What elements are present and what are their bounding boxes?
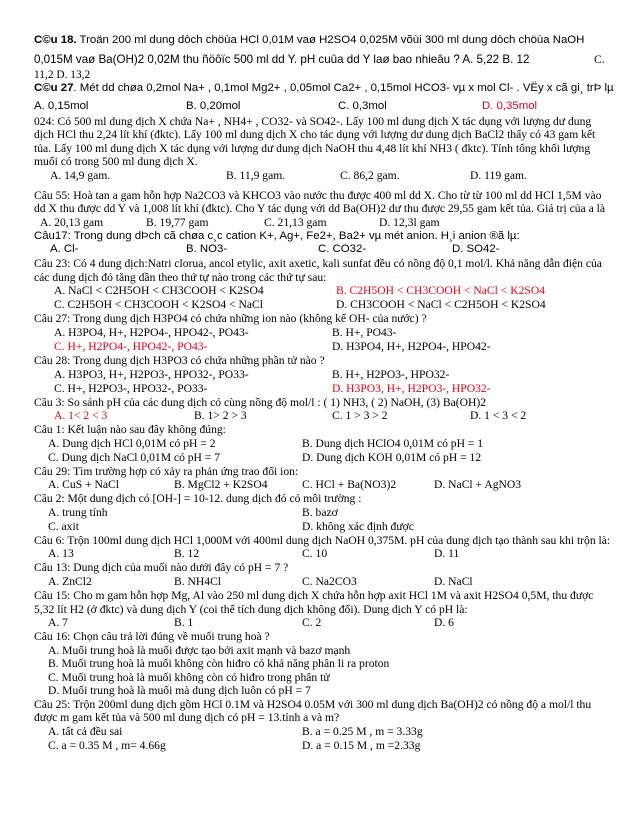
question-16 bbox=[34, 630, 612, 698]
q55-option-b: B. 19,77 gam bbox=[146, 215, 209, 229]
q024-option-a: A. 14,9 gam. bbox=[50, 168, 111, 182]
q024-option-d: D. 119 gam. bbox=[470, 168, 527, 182]
question-18-line2: 0,015M vaø Ba(OH)2 0,02M thu ñöôïc 500 ml dd Y. pH cuûa dd Y laø bao nhieâu ? A. 5,22 B. 12 bbox=[34, 53, 530, 67]
question-27-text: . Mét dd chøa 0,2mol Na+ , 0,1mol Mg2+ , 0,05mol Ca2+ , 0,15mol HCO3- vµ x mol Cl- . VËy x cã gi¸ trÞ lµ bbox=[73, 82, 614, 95]
q1-option-b: B. Dung dịch HClO4 0,01M có pH = 1 bbox=[302, 436, 484, 450]
q27b-option-b: B. H+, PO43- bbox=[332, 326, 397, 339]
q13-option-d: D. NaCl bbox=[434, 574, 473, 588]
question-024-text: 024: Có 500 ml dung dịch X chứa Na+ , NH4+ , CO32- và SO42-. Lấy 100 ml dung dịch X tác dụng với lượng dư dung dịch HCl thu 2,24 lít khí (đktc). Lấy 100 ml dung dịch X cho tác dụng với lượng dư dung dịch BaCl2 thấy có 43 gam kết tủa. Lấy 100 ml dung dịch X tác dụng với lượng dư dung dịch NaOH thu 4,48 lít khí NH3 ( đktc). Tính tổng khối lượng muối có trong 500 ml dung dịch X. bbox=[34, 114, 596, 169]
question-1 bbox=[34, 423, 612, 465]
q3-option-c: C. 1 > 3 > 2 bbox=[332, 409, 388, 423]
q55-option-a: A. 20,13 gam bbox=[40, 215, 104, 229]
q16-option-a: A. Muối trung hoà là muối được tạo bởi axit mạnh và bazơ mạnh bbox=[48, 643, 351, 657]
q25-option-d: D. a = 0.15 M , m =2.33g bbox=[302, 739, 421, 752]
q13-option-b: B. NH4Cl bbox=[174, 574, 222, 588]
question-3 bbox=[34, 396, 612, 424]
question-2-text: Câu 2: Một dung dịch có [OH-] = 10-12. dung dịch đó có môi trường : bbox=[34, 492, 362, 506]
q17-option-a: A. Cl- bbox=[50, 243, 79, 256]
q6-option-d: D. 11 bbox=[434, 547, 460, 561]
q2-option-a: A. trung tính bbox=[48, 505, 108, 519]
question-23 bbox=[34, 257, 612, 312]
question-25 bbox=[34, 698, 612, 753]
question-17 bbox=[34, 230, 612, 257]
question-28-text: Câu 28: Trong dung dịch H3PO3 có chứa những phần tử nào ? bbox=[34, 354, 325, 367]
question-6-text: Câu 6: Trộn 100ml dung dịch HCl 1,000M với 400ml dung dịch NaOH 0,375M. pH của dung dịch tạo thành sau khi trộn là: bbox=[34, 533, 611, 547]
question-15-text: Câu 15: Cho m gam hỗn hợp Mg, Al vào 250 ml dung dịch X chứa hỗn hợp axit HCl 1M và axit H2SO4 0,5M, thu được 5,32 lít H2 (ở đktc) và dung dịch Y (coi thể tích dung dịch không đổi). Dung dịch Y có pH là: bbox=[34, 588, 594, 616]
question-27-ions bbox=[34, 82, 612, 114]
q6-option-a: A. 13 bbox=[48, 547, 74, 561]
q17-option-b: B. NO3- bbox=[186, 243, 228, 256]
q3-option-b: B. 1> 2 > 3 bbox=[194, 409, 247, 423]
q27b-option-d: D. H3PO4, H+, H2PO4-, HPO42- bbox=[332, 340, 491, 353]
q1-option-d: D. Dung dịch KOH 0,01M có pH = 12 bbox=[302, 450, 482, 464]
q15-option-b: B. 1 bbox=[174, 616, 194, 630]
q17-option-c: C. CO32- bbox=[318, 243, 367, 256]
q024-option-c: C. 86,2 gam. bbox=[340, 168, 400, 182]
q16-option-d: D. Muối trung hoà là muối mà dung dịch luôn có pH = 7 bbox=[48, 684, 311, 698]
q55-option-c: C. 21,13 gam bbox=[264, 215, 327, 229]
q1-option-a: A. Dung dịch HCl 0,01M có pH = 2 bbox=[48, 436, 216, 450]
question-18-option-c: C. bbox=[594, 53, 605, 67]
q28-option-d: D. H3PO3, H+, H2PO3-, HPO32- bbox=[332, 381, 491, 395]
q024-option-b: B. 11,9 gam. bbox=[226, 168, 286, 182]
question-18-line3: 11,2 D. 13,2 bbox=[34, 68, 91, 81]
question-024 bbox=[34, 115, 612, 183]
q27a-option-b: B. 0,20mol bbox=[186, 99, 241, 112]
question-23-text: Câu 23: Có 4 dung dịch:Natri clorua, ancol etylic, axit axetic, kali sunfat đều có nồng độ 0,1 mol/l. Khả năng dẫn điện của các dung dịch đó tăng dần theo thứ tự nào trong các thứ tự sau: bbox=[34, 257, 602, 284]
q1-option-c: C. Dung dịch NaCl 0,01M có pH = 7 bbox=[48, 450, 221, 464]
question-55 bbox=[34, 189, 612, 230]
question-13-text: Câu 13: Dung dịch của muối nào dưới đây có pH = 7 ? bbox=[34, 561, 289, 575]
q15-option-d: D. 6 bbox=[434, 616, 454, 630]
q29-option-a: A. CuS + NaCl bbox=[48, 478, 119, 492]
q23-option-c: C. C2H5OH < CH3COOH < K2SO4 < NaCl bbox=[54, 298, 263, 312]
q13-option-a: A. ZnCl2 bbox=[48, 574, 92, 588]
q16-option-b: B. Muối trung hoà là muối không còn hiđro có khả năng phân li ra proton bbox=[48, 657, 390, 671]
q55-option-d: D. 12,3l gam bbox=[379, 215, 440, 229]
question-55-text: Câu 55: Hoà tan a gam hỗn hợp Na2CO3 và KHCO3 vào nước thu được 400 ml dd X. Cho từ từ 100 ml dd HCl 1,5M vào dd X thu được dd Y và 1,008 lít khí (đktc). Cho Y tác dụng với dd Ba(OH)2 dư thu được 29,55 gam kết tủa. Giá trị của a là bbox=[34, 188, 605, 216]
q6-option-c: C. 10 bbox=[302, 547, 328, 561]
q6-option-b: B. 12 bbox=[174, 547, 200, 561]
q25-option-b: B. a = 0.25 M , m = 3.33g bbox=[302, 725, 423, 738]
q25-option-a: A. tất cả đều sai bbox=[48, 725, 123, 738]
question-29-text: Câu 29: Tìm trường hợp có xảy ra phản ứng trao đổi ion: bbox=[34, 464, 299, 478]
q17-option-d: D. SO42- bbox=[452, 243, 500, 256]
q2-option-d: D. không xác định được bbox=[302, 519, 414, 533]
question-1-text: Câu 1: Kết luận nào sau đây không đúng: bbox=[34, 423, 226, 437]
q29-option-b: B. MgCl2 + K2SO4 bbox=[174, 478, 268, 492]
question-27-h3po4 bbox=[34, 312, 612, 354]
question-18-title: C©u 18. bbox=[34, 34, 77, 46]
q13-option-c: C. Na2CO3 bbox=[302, 574, 357, 588]
question-27b-text: Câu 27: Trong dung dịch H3PO4 có chứa những ion nào (không kể OH- của nước) ? bbox=[34, 312, 427, 326]
q16-option-c: C. Muối trung hoà là muối không còn có hiđro trong phân tử bbox=[48, 670, 330, 684]
question-18-line1: Troän 200 ml dung dòch chöùa HCl 0,01M vaø H2SO4 0,025M võùi 300 ml dung dòch chöùa NaOH bbox=[76, 34, 585, 46]
q27a-option-d: D. 0,35mol bbox=[482, 99, 538, 112]
q2-option-c: C. axit bbox=[48, 519, 79, 533]
question-28 bbox=[34, 354, 612, 396]
question-15 bbox=[34, 589, 612, 630]
q25-option-c: C. a = 0.35 M , m= 4.66g bbox=[48, 739, 166, 752]
q27b-option-a: A. H3PO4, H+, H2PO4-, HPO42-, PO43- bbox=[54, 326, 249, 339]
document-page bbox=[34, 34, 612, 753]
q27a-option-a: A. 0,15mol bbox=[34, 99, 89, 112]
q27a-option-c: C. 0,3mol bbox=[338, 99, 387, 112]
q15-option-a: A. 7 bbox=[48, 616, 68, 630]
question-16-text: Câu 16: Chọn câu trả lời đúng về muối trung hoà ? bbox=[34, 630, 270, 644]
q23-option-b: B. C2H5OH < CH3COOH < NaCl < K2SO4 bbox=[336, 284, 545, 298]
q28-option-a: A. H3PO3, H+, H2PO3-, HPO32-, PO33- bbox=[54, 367, 249, 381]
q3-option-d: D. 1 < 3 < 2 bbox=[470, 409, 527, 423]
question-2 bbox=[34, 492, 612, 534]
question-6 bbox=[34, 534, 612, 562]
q28-option-c: C. H+, H2PO3-, HPO32-, PO33- bbox=[54, 381, 208, 395]
q23-option-a: A. NaCl < C2H5OH < CH3COOH < K2SO4 bbox=[54, 284, 264, 298]
question-25-text: Câu 25: Trộn 200ml dung dịch gồm HCl 0.1M và H2SO4 0.05M với 300 ml dung dịch Ba(OH)2 có nồng độ a mol/l thu được m gam kết tủa và 500 ml dung dịch có pH = 13.tính a và m? bbox=[34, 697, 592, 725]
q29-option-c: C. HCl + Ba(NO3)2 bbox=[302, 478, 397, 492]
question-3-text: Câu 3: So sánh pH của các dung dịch có cùng nồng độ mol/l : ( 1) NH3, ( 2) NaOH, (3) Ba(OH)2 bbox=[34, 395, 487, 409]
question-18 bbox=[34, 34, 612, 82]
q23-option-d: D. CH3COOH < NaCl < C2H5OH < K2SO4 bbox=[336, 298, 546, 312]
q2-option-b: B. bazơ bbox=[302, 505, 338, 519]
q29-option-d: D. NaCl + AgNO3 bbox=[434, 478, 522, 492]
q28-option-b: B. H+, H2PO3-, HPO32- bbox=[332, 367, 450, 381]
question-29 bbox=[34, 465, 612, 493]
q3-option-a: A. 1< 2 < 3 bbox=[54, 409, 108, 423]
question-17-text: Câu17: Trong dung dÞch cã chøa c¸c cation K+, Ag+, Fe2+, Ba2+ vµ mét anion. H¸i anion ®ã lµ: bbox=[34, 229, 520, 242]
q27b-option-c: C. H+, H2PO4-, HPO42-, PO43- bbox=[54, 340, 208, 353]
question-27-title: C©u 27 bbox=[34, 82, 74, 95]
question-13 bbox=[34, 561, 612, 589]
q15-option-c: C. 2 bbox=[302, 616, 322, 630]
